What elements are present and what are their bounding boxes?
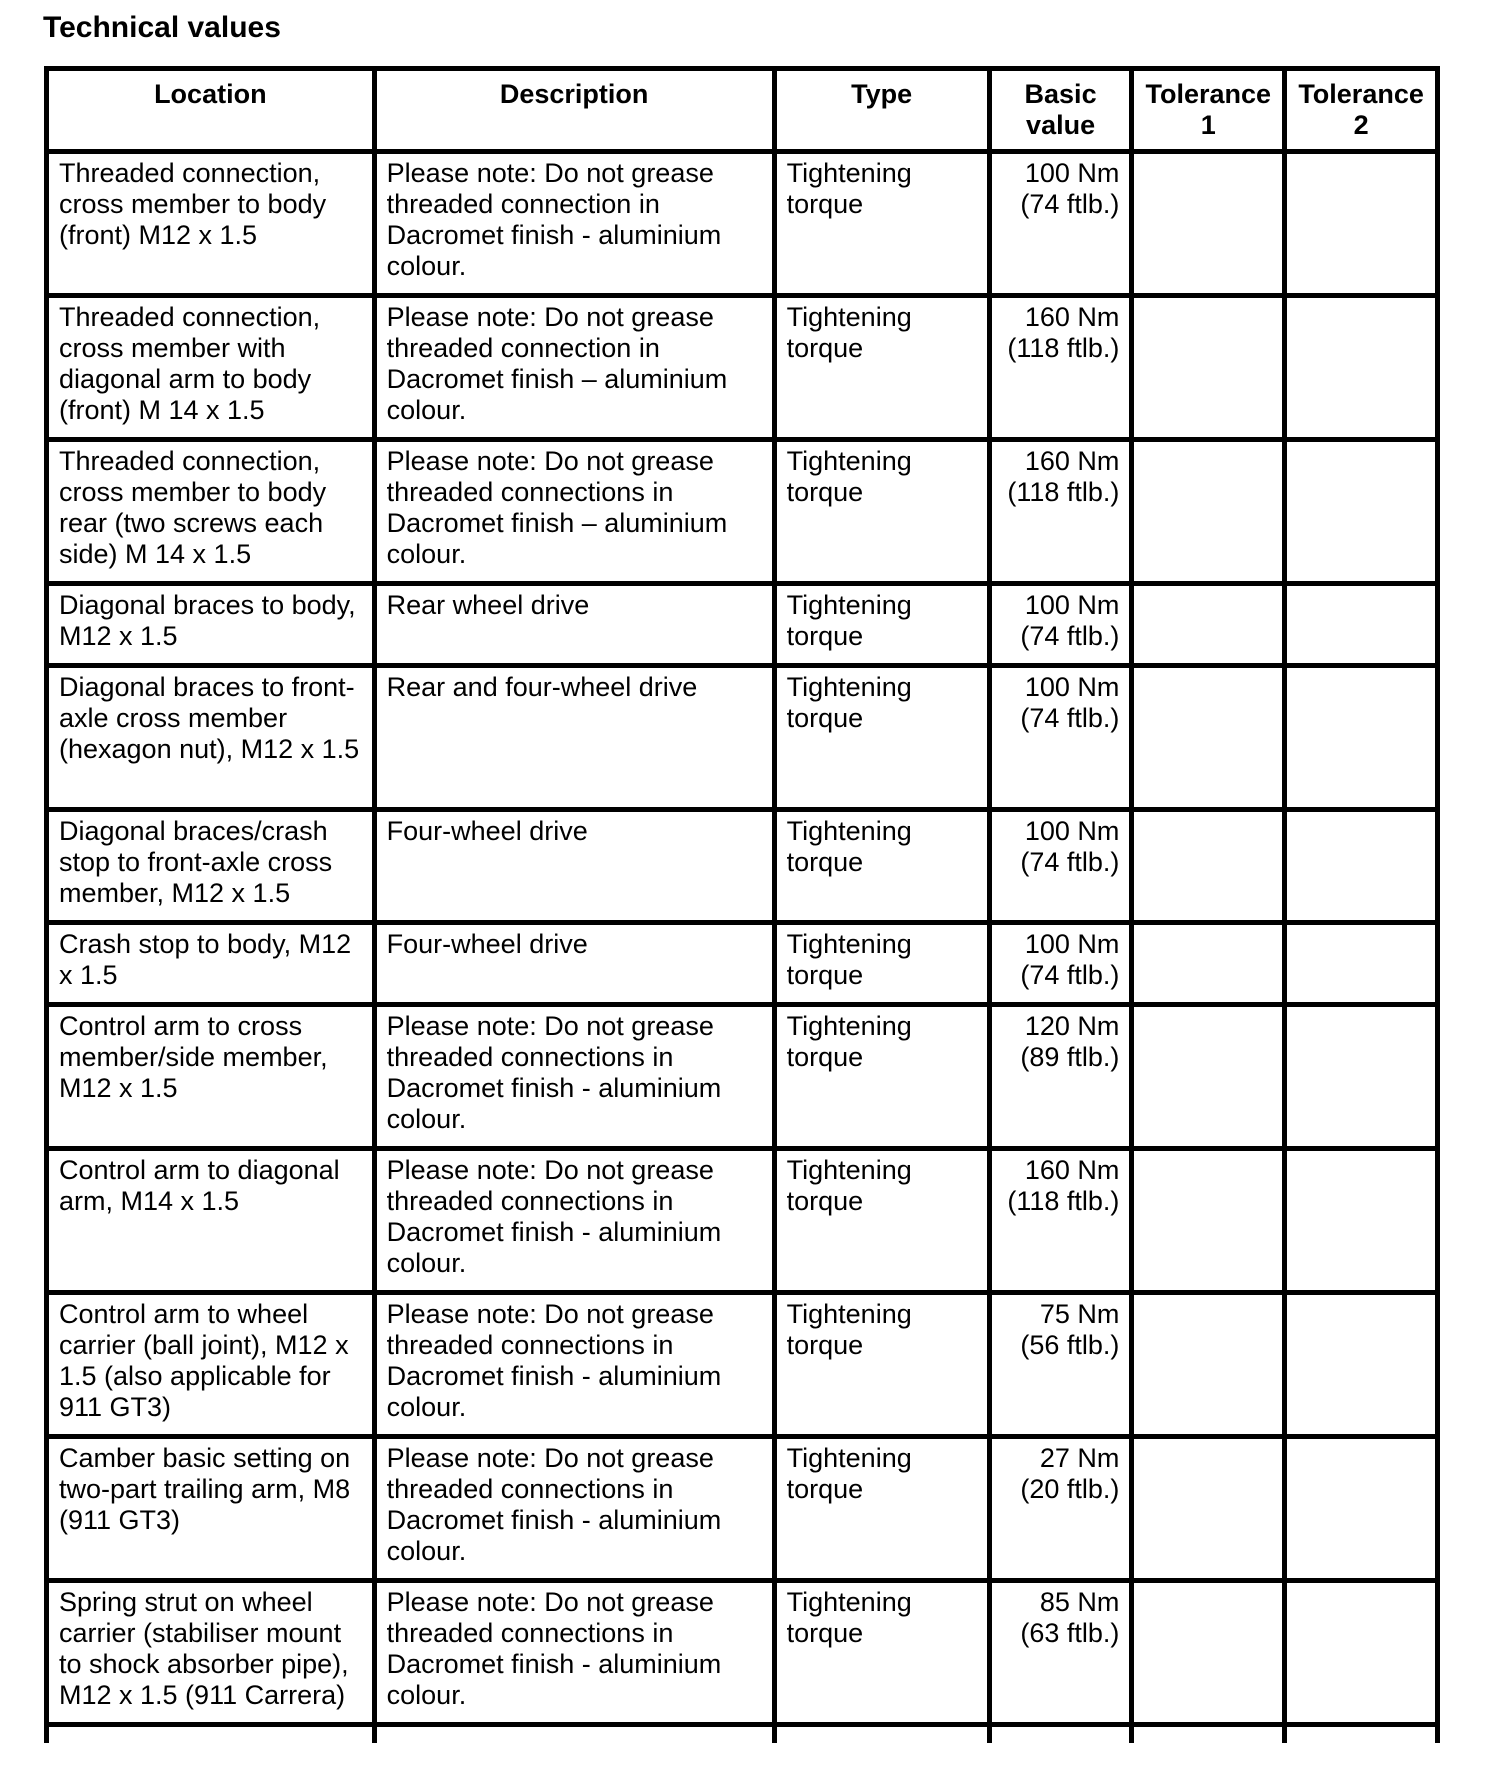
cell-location: Threaded connection, cross member to body rear (two screws each side) M 14 x 1.5: [47, 440, 375, 584]
cell-type: Tightening torque: [774, 152, 989, 296]
cell-type: Tightening torque: [774, 1437, 989, 1581]
table-row: [47, 1437, 1438, 1581]
cell-tolerance-1: [1132, 152, 1285, 296]
cell-description: Please note: Do not grease threaded connection in Dacromet finish – aluminium colour.: [374, 296, 774, 440]
cell-type: Tightening torque: [774, 1005, 989, 1149]
cell-basic-value: 85 Nm (63 ftlb.): [989, 1581, 1132, 1725]
cell-location: Diagonal braces to front-axle cross member (hexagon nut), M12 x 1.5: [47, 666, 375, 810]
cell-location: Diagonal braces to body, M12 x 1.5: [47, 584, 375, 666]
cell-type: Tightening torque: [774, 584, 989, 666]
cell-tolerance-1: [1132, 1437, 1285, 1581]
table-row: [47, 1005, 1438, 1149]
cell-basic-value: 160 Nm (118 ftlb.): [989, 296, 1132, 440]
cell-location: Diagonal braces/crash stop to front-axle cross member, M12 x 1.5: [47, 810, 375, 923]
cell-location: Control arm to cross member/side member, M12 x 1.5: [47, 1005, 375, 1149]
cell-tolerance-2: [1285, 923, 1438, 1005]
cell-location: Threaded connection, cross member with diagonal arm to body (front) M 14 x 1.5: [47, 296, 375, 440]
cell-tolerance-1: [1132, 296, 1285, 440]
cell-description: Please note: Do not grease threaded connections in Dacromet finish - aluminium colour.: [374, 1293, 774, 1437]
column-header-location: Location: [47, 69, 375, 152]
cell-description: Please note: Do not grease threaded connections in Dacromet finish - aluminium colour.: [374, 1149, 774, 1293]
cell-tolerance-2: [1285, 1005, 1438, 1149]
cell-location: Crash stop to body, M12 x 1.5: [47, 923, 375, 1005]
cell-tolerance-1: [1132, 923, 1285, 1005]
table-row: [47, 1581, 1438, 1725]
table-continuation-row: [47, 1725, 1438, 1743]
cell-tolerance-1: [1132, 1581, 1285, 1725]
cell-type: Tightening torque: [774, 1581, 989, 1725]
cell-tolerance-2: [1285, 1437, 1438, 1581]
table-row: [47, 296, 1438, 440]
column-header-tolerance-2: Tolerance 2: [1285, 69, 1438, 152]
cell-basic-value: 160 Nm (118 ftlb.): [989, 1149, 1132, 1293]
table-row: [47, 923, 1438, 1005]
cell-type: Tightening torque: [774, 440, 989, 584]
cell-type: Tightening torque: [774, 1293, 989, 1437]
header-row: [47, 69, 1438, 152]
cell-description: Four-wheel drive: [374, 923, 774, 1005]
cell-location: Camber basic setting on two-part trailing arm, M8 (911 GT3): [47, 1437, 375, 1581]
cell-basic-value: 100 Nm (74 ftlb.): [989, 152, 1132, 296]
cell-tolerance-2: [1285, 810, 1438, 923]
cell-tolerance-2: [1285, 1293, 1438, 1437]
cell-location: Spring strut on wheel carrier (stabiliser mount to shock absorber pipe), M12 x 1.5 (911 Carrera): [47, 1581, 375, 1725]
column-header-description: Description: [374, 69, 774, 152]
cell-location: Control arm to wheel carrier (ball joint), M12 x 1.5 (also applicable for 911 GT3): [47, 1293, 375, 1437]
cell-tolerance-1: [1132, 584, 1285, 666]
cell-basic-value: 100 Nm (74 ftlb.): [989, 584, 1132, 666]
cell-continued: [1285, 1725, 1438, 1743]
cell-description: Four-wheel drive: [374, 810, 774, 923]
cell-continued: [374, 1725, 774, 1743]
cell-description: Please note: Do not grease threaded connections in Dacromet finish - aluminium colour.: [374, 1437, 774, 1581]
cell-basic-value: 75 Nm (56 ftlb.): [989, 1293, 1132, 1437]
cell-tolerance-1: [1132, 1293, 1285, 1437]
cell-location: Control arm to diagonal arm, M14 x 1.5: [47, 1149, 375, 1293]
cell-basic-value: 100 Nm (74 ftlb.): [989, 666, 1132, 810]
column-header-type: Type: [774, 69, 989, 152]
cell-description: Please note: Do not grease threaded connections in Dacromet finish - aluminium colour.: [374, 1581, 774, 1725]
cell-description: Please note: Do not grease threaded connections in Dacromet finish - aluminium colour.: [374, 1005, 774, 1149]
cell-description: Please note: Do not grease threaded connection in Dacromet finish - aluminium colour.: [374, 152, 774, 296]
cell-tolerance-1: [1132, 440, 1285, 584]
cell-continued: [989, 1725, 1132, 1743]
cell-type: Tightening torque: [774, 666, 989, 810]
table-row: [47, 584, 1438, 666]
table-row: [47, 1149, 1438, 1293]
technical-values-table: [44, 66, 1440, 1743]
cell-tolerance-1: [1132, 666, 1285, 810]
table-row: [47, 1293, 1438, 1437]
cell-description: Rear wheel drive: [374, 584, 774, 666]
page-title: Technical values: [43, 11, 281, 44]
table-row: [47, 152, 1438, 296]
cell-continued: [1132, 1725, 1285, 1743]
cell-location: Threaded connection, cross member to body (front) M12 x 1.5: [47, 152, 375, 296]
cell-tolerance-2: [1285, 296, 1438, 440]
cell-basic-value: 100 Nm (74 ftlb.): [989, 810, 1132, 923]
cell-tolerance-2: [1285, 666, 1438, 810]
cell-basic-value: 120 Nm (89 ftlb.): [989, 1005, 1132, 1149]
cell-tolerance-1: [1132, 1149, 1285, 1293]
cell-basic-value: 100 Nm (74 ftlb.): [989, 923, 1132, 1005]
cell-tolerance-1: [1132, 810, 1285, 923]
cell-type: Tightening torque: [774, 923, 989, 1005]
cell-tolerance-2: [1285, 152, 1438, 296]
cell-tolerance-2: [1285, 1581, 1438, 1725]
cell-type: Tightening torque: [774, 296, 989, 440]
cell-type: Tightening torque: [774, 810, 989, 923]
table-row: [47, 440, 1438, 584]
cell-type: Tightening torque: [774, 1149, 989, 1293]
cell-continued: [774, 1725, 989, 1743]
table-row: [47, 666, 1438, 810]
cell-tolerance-2: [1285, 440, 1438, 584]
cell-basic-value: 27 Nm (20 ftlb.): [989, 1437, 1132, 1581]
cell-tolerance-1: [1132, 1005, 1285, 1149]
cell-continued: [47, 1725, 375, 1743]
column-header-basic-value: Basic value: [989, 69, 1132, 152]
table-row: [47, 810, 1438, 923]
cell-description: Please note: Do not grease threaded connections in Dacromet finish – aluminium colour.: [374, 440, 774, 584]
cell-basic-value: 160 Nm (118 ftlb.): [989, 440, 1132, 584]
cell-tolerance-2: [1285, 1149, 1438, 1293]
column-header-tolerance-1: Tolerance 1: [1132, 69, 1285, 152]
cell-tolerance-2: [1285, 584, 1438, 666]
cell-description: Rear and four-wheel drive: [374, 666, 774, 810]
